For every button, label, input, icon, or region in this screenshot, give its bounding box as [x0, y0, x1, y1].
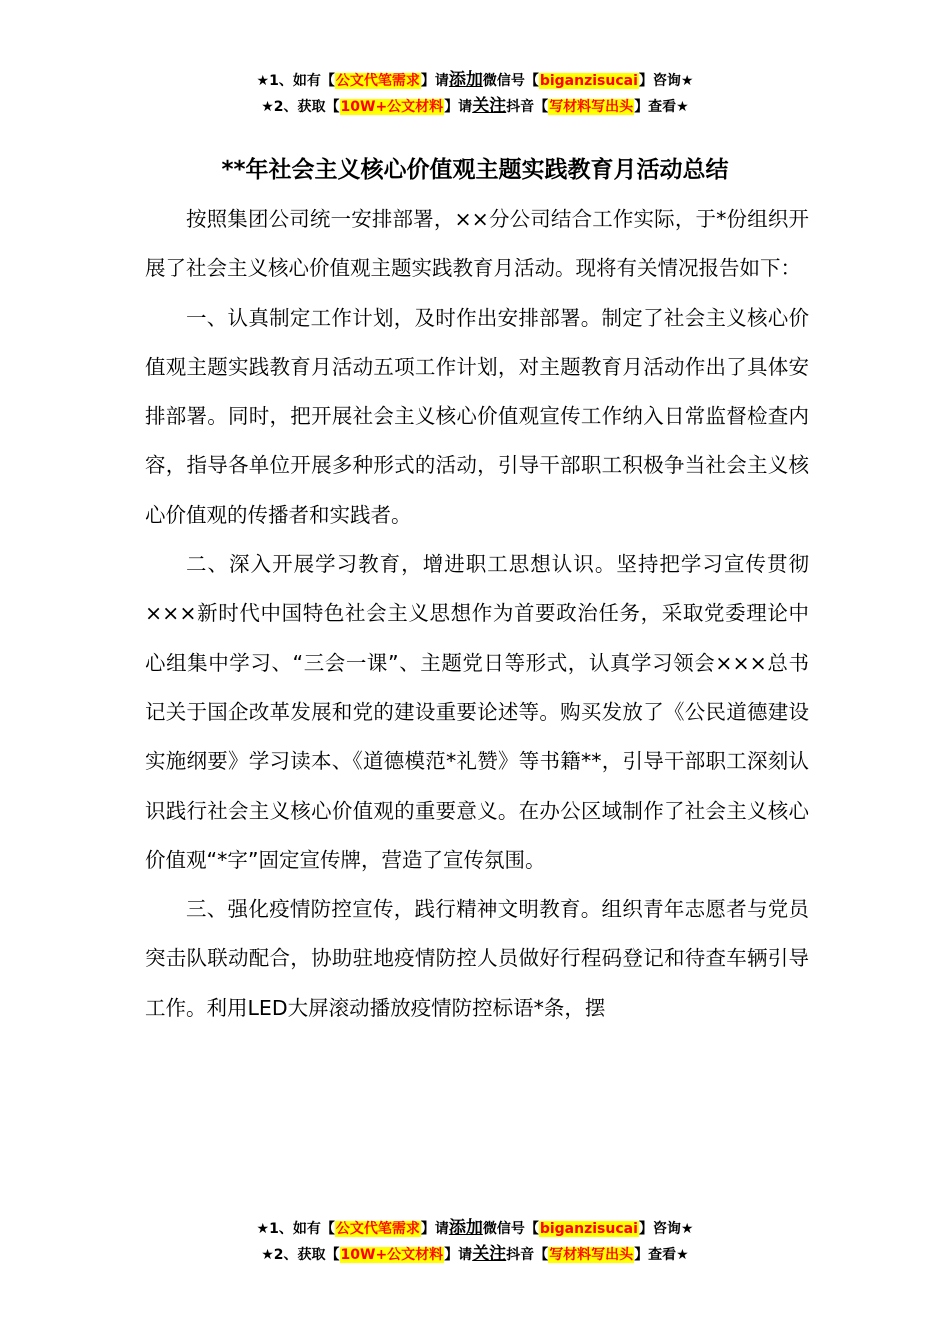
- banner-highlight: 写材料写出头: [549, 99, 634, 115]
- document-body: [145, 195, 809, 1033]
- banner-highlight: 写材料写出头: [549, 1247, 634, 1263]
- banner-text: 】查看★: [634, 1247, 689, 1263]
- banner-text: 】咨询★: [638, 1221, 694, 1237]
- banner-text: 微信号【: [482, 73, 539, 89]
- banner-highlight: 10W+公文材料: [340, 99, 444, 115]
- banner-text: 抖音【: [506, 99, 549, 115]
- banner-text: 抖音【: [506, 1247, 549, 1263]
- banner-line-1: [0, 68, 950, 94]
- banner-text: ★2、获取【: [261, 1247, 340, 1263]
- banner-highlight: 10W+公文材料: [340, 1247, 444, 1263]
- banner-emphasis: 添加: [448, 1218, 483, 1238]
- banner-line-2: [0, 94, 950, 120]
- header-banner: [0, 68, 950, 120]
- banner-highlight: biganzisucai: [539, 73, 638, 89]
- paragraph-section-2: 二、深入开展学习教育，增进职工思想认识。坚持把学习宣传贯彻×××新时代中国特色社会主义思想作为首要政治任务，采取党委理论中心组集中学习、“三会一课”、主题党日等形式，认真学习领会×××总书记关于国企改革发展和党的建设重要论述等。购买发放了《公民道德建设实施纲要》学习读本、《道德模范*礼赞》等书籍**，引导干部职工深刻认识践行社会主义核心价值观的重要意义。在办公区域制作了社会主义核心价值观“*字”固定宣传牌，营造了宣传氛围。: [145, 552, 809, 872]
- banner-line-2: [0, 1242, 950, 1268]
- banner-highlight: 公文代笔需求: [335, 73, 420, 89]
- document-title: **年社会主义核心价值观主题实践教育月活动总结: [221, 157, 729, 183]
- banner-emphasis: 关注: [472, 1244, 507, 1264]
- banner-text: 】请: [420, 73, 449, 89]
- paragraph-section-3: 三、强化疫情防控宣传，践行精神文明教育。组织青年志愿者与党员突击队联动配合，协助驻地疫情防控人员做好行程码登记和待查车辆引导工作。利用LED大屏滚动播放疫情防控标语*条，摆: [145, 897, 809, 1020]
- banner-text: 】查看★: [634, 99, 689, 115]
- banner-text: 】咨询★: [638, 73, 694, 89]
- banner-text: ★1、如有【: [256, 73, 335, 89]
- paragraph-section-1: 一、认真制定工作计划，及时作出安排部署。制定了社会主义核心价值观主题实践教育月活动五项工作计划，对主题教育月活动作出了具体安排部署。同时，把开展社会主义核心价值观宣传工作纳入日常监督检查内容，指导各单位开展多种形式的活动，引导干部职工积极争当社会主义核心价值观的传播者和实践者。: [145, 305, 809, 527]
- footer-banner: [0, 1216, 950, 1268]
- banner-emphasis: 添加: [448, 70, 483, 90]
- banner-text: 】请: [420, 1221, 449, 1237]
- banner-text: 微信号【: [482, 1221, 539, 1237]
- banner-text: 】请: [444, 1247, 473, 1263]
- banner-highlight: biganzisucai: [539, 1221, 638, 1237]
- banner-text: ★1、如有【: [256, 1221, 335, 1237]
- paragraph-intro: 按照集团公司统一安排部署，××分公司结合工作实际，于*份组织开展了社会主义核心价值观主题实践教育月活动。现将有关情况报告如下：: [145, 207, 809, 281]
- banner-text: ★2、获取【: [261, 99, 340, 115]
- banner-emphasis: 关注: [472, 96, 507, 116]
- banner-highlight: 公文代笔需求: [335, 1221, 420, 1237]
- banner-text: 】请: [444, 99, 473, 115]
- banner-line-1: [0, 1216, 950, 1242]
